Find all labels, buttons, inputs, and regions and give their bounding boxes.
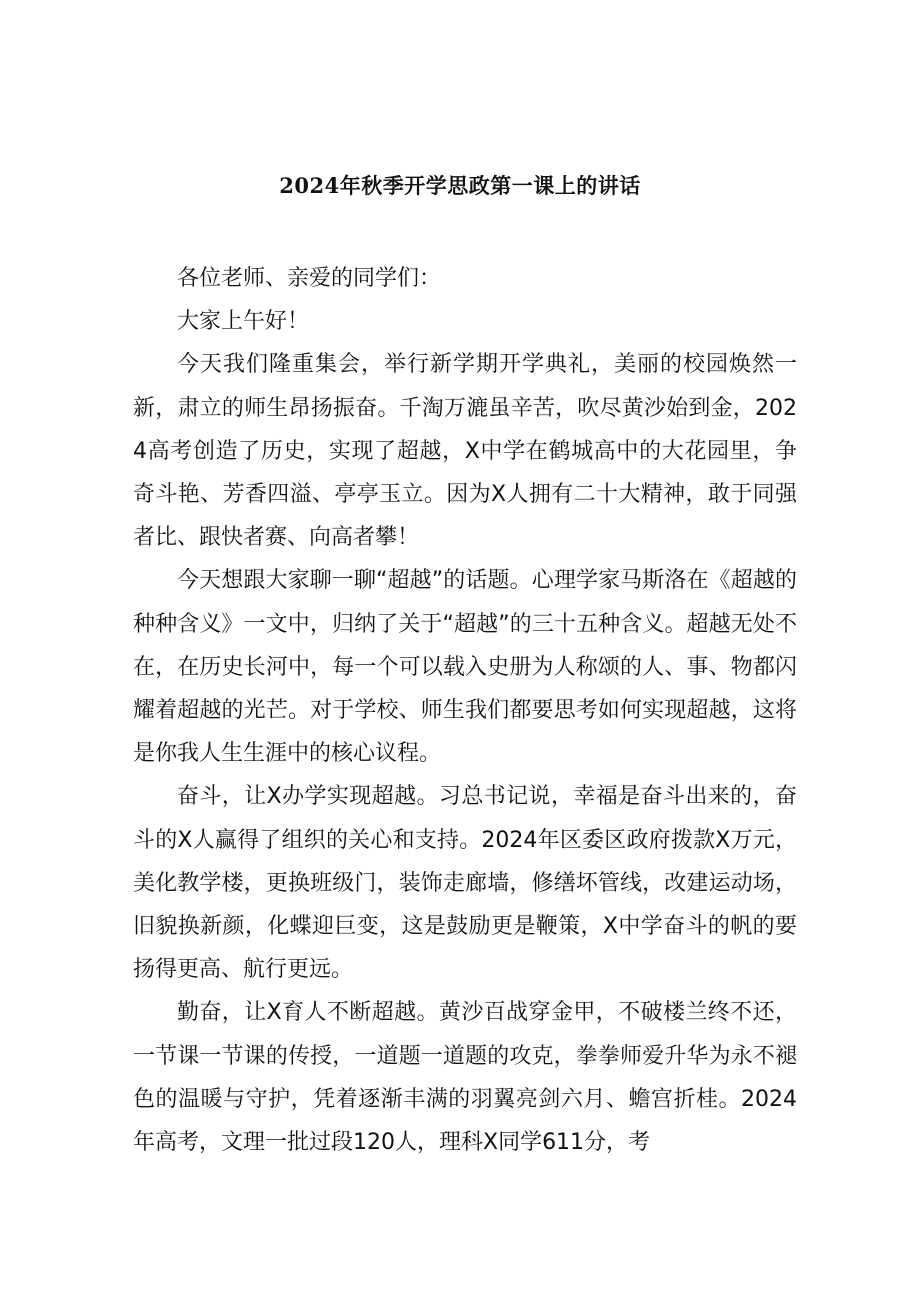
diligence-paragraph: 勤奋，让X育人不断超越。黄沙百战穿金甲，不破楼兰终不还，一节课一节课的传授，一道题一道题的攻克，拳拳师爱升华为永不褪色的温暖与守护，凭着逐渐丰满的羽翼亮剑六月、蟾宫折桂。2024年高考，文理一批过段120人，理科X同学611分，考 <box>133 1000 797 1156</box>
salutation-paragraph: 各位老师、亲爱的同学们： <box>177 266 442 291</box>
topic-paragraph: 今天想跟大家聊一聊“超越”的话题。心理学家马斯洛在《超越的种种含义》一文中，归纳了关于“超越”的三十五种含义。超越无处不在，在历史长河中，每一个可以载入史册为人称颂的人、事、物都闪耀着超越的光芒。对于学校、师生我们都要思考如何实现超越，这将是你我人生生涯中的核心议程。 <box>133 568 797 767</box>
document-title: 2024年秋季开学思政第一课上的讲话 <box>279 173 641 198</box>
document-body <box>133 257 797 1164</box>
struggle-paragraph: 奋斗，让X办学实现超越。习总书记说，幸福是奋斗出来的，奋斗的X人赢得了组织的关心和支持。2024年区委区政府拨款X万元，美化教学楼，更换班级门，装饰走廊墙，修缮坏管线，改建运动场，旧貌换新颜，化蝶迎巨变，这是鼓励更是鞭策，X中学奋斗的帆的要扬得更高、航行更远。 <box>133 784 797 983</box>
opening-paragraph: 今天我们隆重集会，举行新学期开学典礼，美丽的校园焕然一新，肃立的师生昂扬振奋。千淘万漉虽辛苦，吹尽黄沙始到金，2024高考创造了历史，实现了超越，X中学在鹤城高中的大花园里，争奇斗艳、芳香四溢、亭亭玉立。因为X人拥有二十大精神，敢于同强者比、跟快者赛、向高者攀！ <box>133 352 797 551</box>
greeting-paragraph: 大家上午好！ <box>177 309 310 335</box>
